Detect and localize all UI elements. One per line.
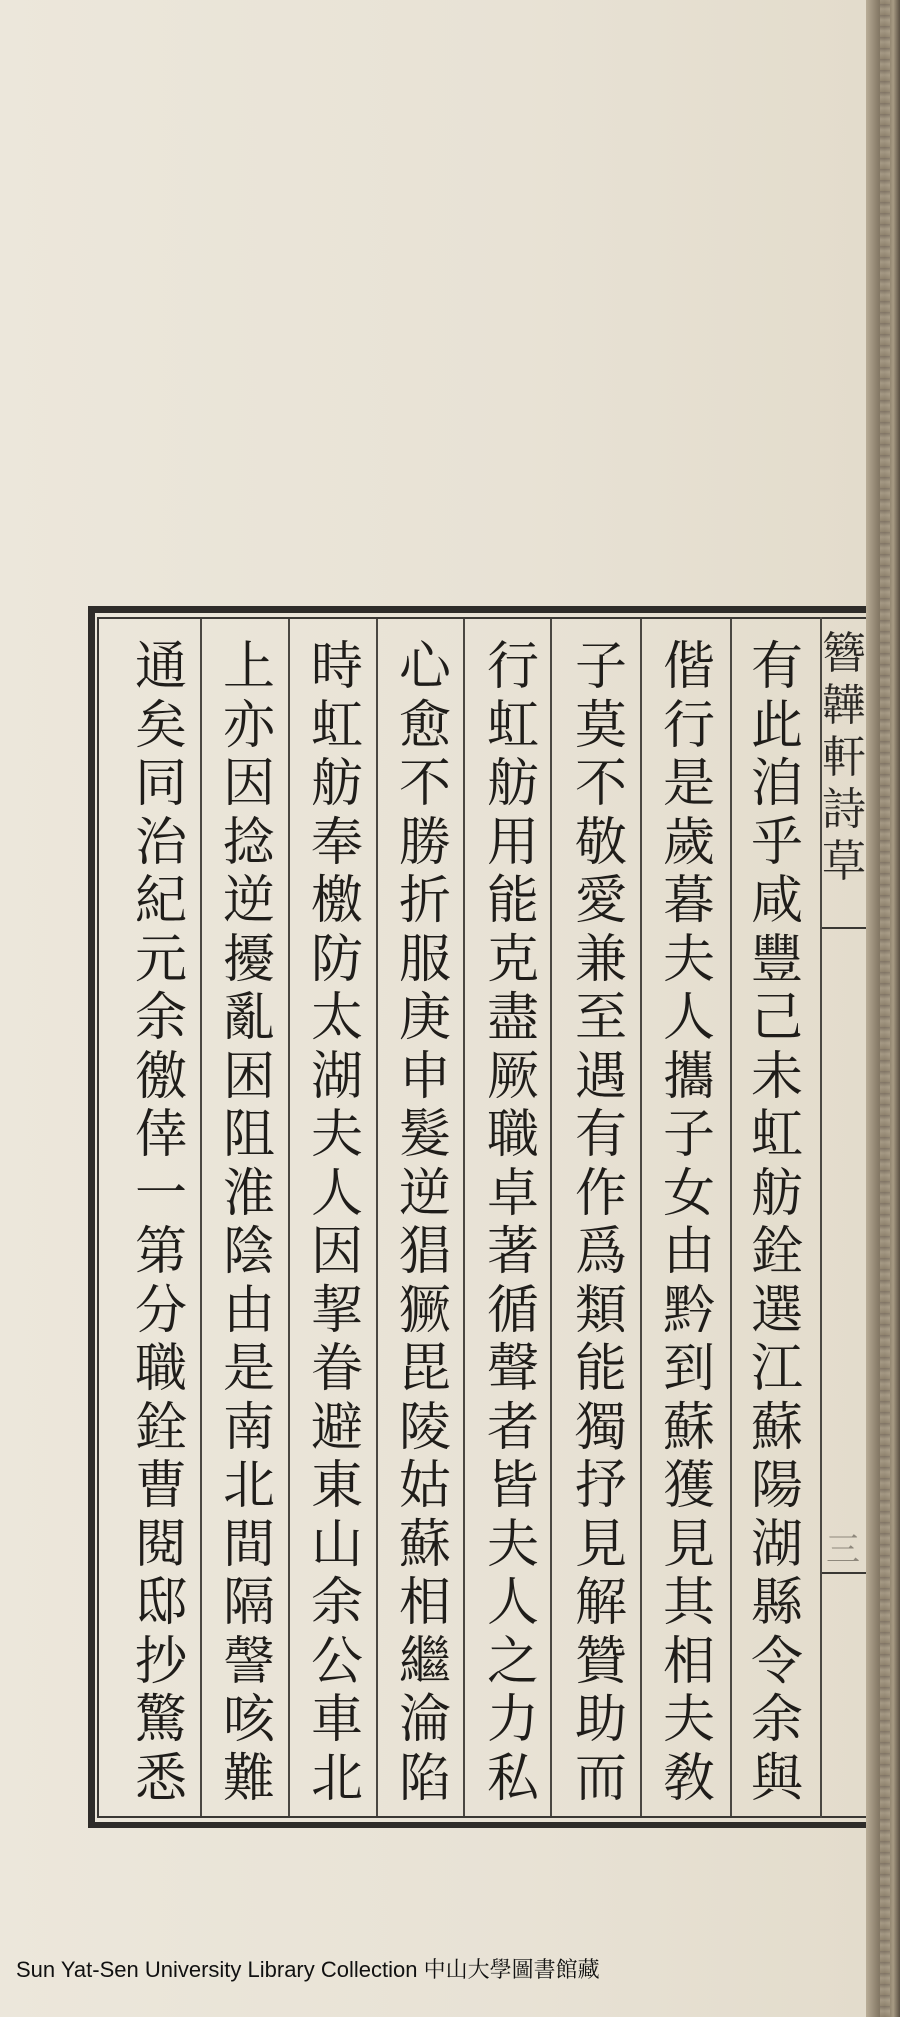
character: 此 bbox=[750, 695, 803, 756]
column-rule bbox=[288, 619, 290, 1816]
character: 檄 bbox=[310, 871, 363, 931]
character: 曹 bbox=[134, 1456, 187, 1516]
character: 不 bbox=[398, 754, 451, 814]
character: 人 bbox=[310, 1163, 363, 1224]
character: 因 bbox=[310, 1222, 363, 1282]
character: 紀 bbox=[134, 871, 187, 931]
character: 通 bbox=[134, 637, 187, 697]
character: 歲 bbox=[662, 812, 715, 873]
character: 困 bbox=[222, 1046, 275, 1107]
margin-character: 詩 bbox=[822, 784, 866, 835]
character: 行 bbox=[486, 637, 539, 697]
character: 莫 bbox=[574, 695, 627, 756]
margin-title bbox=[822, 628, 866, 888]
character: 繼 bbox=[398, 1631, 451, 1692]
character: 人 bbox=[486, 1573, 539, 1633]
character: 時 bbox=[310, 637, 363, 697]
character: 舫 bbox=[750, 1163, 803, 1224]
character: 遇 bbox=[574, 1046, 627, 1107]
character: 職 bbox=[486, 1105, 539, 1165]
character: 勝 bbox=[398, 812, 451, 873]
character: 悉 bbox=[134, 1748, 187, 1809]
character: 太 bbox=[310, 988, 363, 1048]
character: 謦 bbox=[222, 1631, 275, 1692]
character: 是 bbox=[222, 1339, 275, 1399]
character: 贊 bbox=[574, 1631, 627, 1692]
text-column-5 bbox=[390, 638, 460, 1808]
character: 克 bbox=[486, 929, 539, 990]
character: 阻 bbox=[222, 1105, 275, 1165]
character: 淪 bbox=[398, 1690, 451, 1750]
column-rule bbox=[730, 619, 732, 1816]
character: 由 bbox=[662, 1222, 715, 1282]
character: 服 bbox=[398, 929, 451, 990]
character: 山 bbox=[310, 1514, 363, 1575]
character: 眷 bbox=[310, 1339, 363, 1399]
character: 一 bbox=[134, 1163, 187, 1224]
character: 有 bbox=[750, 637, 803, 697]
character: 舫 bbox=[310, 754, 363, 814]
character: 折 bbox=[398, 871, 451, 931]
character: 分 bbox=[134, 1280, 187, 1341]
character: 淮 bbox=[222, 1163, 275, 1224]
character: 見 bbox=[574, 1514, 627, 1575]
character: 心 bbox=[398, 637, 451, 697]
character: 虹 bbox=[486, 695, 539, 756]
character: 至 bbox=[574, 988, 627, 1048]
character: 盡 bbox=[486, 988, 539, 1048]
character: 挈 bbox=[310, 1280, 363, 1341]
character: 行 bbox=[662, 695, 715, 756]
text-column-4 bbox=[478, 638, 548, 1808]
margin-divider bbox=[822, 927, 866, 929]
character: 是 bbox=[662, 754, 715, 814]
character: 車 bbox=[310, 1690, 363, 1750]
character: 愛 bbox=[574, 871, 627, 931]
character: 子 bbox=[574, 637, 627, 697]
character: 解 bbox=[574, 1573, 627, 1633]
character: 著 bbox=[486, 1222, 539, 1282]
character: 子 bbox=[662, 1105, 715, 1165]
character: 攜 bbox=[662, 1046, 715, 1107]
character: 不 bbox=[574, 754, 627, 814]
character: 陽 bbox=[750, 1456, 803, 1516]
character: 暮 bbox=[662, 871, 715, 931]
character: 避 bbox=[310, 1397, 363, 1458]
character: 夫 bbox=[662, 1690, 715, 1750]
character: 愈 bbox=[398, 695, 451, 756]
character: 能 bbox=[486, 871, 539, 931]
column-rule bbox=[376, 619, 378, 1816]
character: 偕 bbox=[662, 637, 715, 697]
character: 蘇 bbox=[750, 1397, 803, 1458]
character: 湖 bbox=[750, 1514, 803, 1575]
character: 己 bbox=[750, 988, 803, 1048]
character: 奉 bbox=[310, 812, 363, 873]
character: 亂 bbox=[222, 988, 275, 1048]
text-column-3 bbox=[566, 638, 636, 1808]
character: 陵 bbox=[398, 1397, 451, 1458]
character: 其 bbox=[662, 1573, 715, 1633]
character: 逆 bbox=[398, 1163, 451, 1224]
character: 余 bbox=[750, 1690, 803, 1750]
character: 陰 bbox=[222, 1222, 275, 1282]
character: 獗 bbox=[398, 1280, 451, 1341]
character: 猖 bbox=[398, 1222, 451, 1282]
character: 銓 bbox=[134, 1397, 187, 1458]
character: 縣 bbox=[750, 1573, 803, 1633]
character: 力 bbox=[486, 1690, 539, 1750]
character: 髮 bbox=[398, 1105, 451, 1165]
character: 防 bbox=[310, 929, 363, 990]
character: 由 bbox=[222, 1280, 275, 1341]
character: 者 bbox=[486, 1397, 539, 1458]
column-rule bbox=[550, 619, 552, 1816]
character: 選 bbox=[750, 1280, 803, 1341]
character: 蘇 bbox=[398, 1514, 451, 1575]
character: 豐 bbox=[750, 929, 803, 990]
character: 聲 bbox=[486, 1339, 539, 1399]
character: 北 bbox=[222, 1456, 275, 1516]
character: 循 bbox=[486, 1280, 539, 1341]
character: 卓 bbox=[486, 1163, 539, 1224]
character: 南 bbox=[222, 1397, 275, 1458]
library-credit: Sun Yat-Sen University Library Collection 中山大學圖書館藏 bbox=[16, 1957, 600, 1982]
character: 未 bbox=[750, 1046, 803, 1107]
character: 同 bbox=[134, 754, 187, 814]
character: 倖 bbox=[134, 1105, 187, 1165]
character: 邸 bbox=[134, 1573, 187, 1633]
character: 元 bbox=[134, 929, 187, 990]
character: 上 bbox=[222, 637, 275, 697]
margin-character: 韡 bbox=[822, 680, 866, 731]
text-column-6 bbox=[302, 638, 372, 1808]
character: 人 bbox=[662, 988, 715, 1048]
character: 敎 bbox=[662, 1748, 715, 1809]
character: 咸 bbox=[750, 871, 803, 931]
character: 咳 bbox=[222, 1690, 275, 1750]
character: 余 bbox=[134, 988, 187, 1048]
character: 與 bbox=[750, 1748, 803, 1809]
text-column-1 bbox=[742, 638, 812, 1808]
character: 職 bbox=[134, 1339, 187, 1399]
text-column-7 bbox=[214, 638, 284, 1808]
character: 夫 bbox=[662, 929, 715, 990]
character: 而 bbox=[574, 1748, 627, 1809]
character: 虹 bbox=[750, 1105, 803, 1165]
column-rule bbox=[200, 619, 202, 1816]
character: 矣 bbox=[134, 695, 187, 756]
character: 私 bbox=[486, 1748, 539, 1809]
character: 乎 bbox=[750, 812, 803, 873]
margin-character: 軒 bbox=[822, 732, 866, 783]
column-rule bbox=[463, 619, 465, 1816]
character: 見 bbox=[662, 1514, 715, 1575]
character: 亦 bbox=[222, 695, 275, 756]
character: 捻 bbox=[222, 812, 275, 873]
character: 隔 bbox=[222, 1573, 275, 1633]
character: 姑 bbox=[398, 1456, 451, 1516]
character: 閱 bbox=[134, 1514, 187, 1575]
character: 助 bbox=[574, 1690, 627, 1750]
text-column-2 bbox=[654, 638, 724, 1808]
character: 余 bbox=[310, 1573, 363, 1633]
character: 逆 bbox=[222, 871, 275, 931]
column-rule bbox=[640, 619, 642, 1816]
character: 東 bbox=[310, 1456, 363, 1516]
character: 皆 bbox=[486, 1456, 539, 1516]
character: 間 bbox=[222, 1514, 275, 1575]
character: 銓 bbox=[750, 1222, 803, 1282]
character: 作 bbox=[574, 1163, 627, 1224]
character: 庚 bbox=[398, 988, 451, 1048]
character: 夫 bbox=[310, 1105, 363, 1165]
character: 有 bbox=[574, 1105, 627, 1165]
character: 到 bbox=[662, 1339, 715, 1399]
character: 抄 bbox=[134, 1631, 187, 1692]
character: 毘 bbox=[398, 1339, 451, 1399]
margin-page-number: 三 bbox=[826, 1530, 860, 1570]
character: 擾 bbox=[222, 929, 275, 990]
margin-divider bbox=[822, 1572, 866, 1574]
character: 敬 bbox=[574, 812, 627, 873]
character: 湖 bbox=[310, 1046, 363, 1107]
character: 類 bbox=[574, 1280, 627, 1341]
character: 之 bbox=[486, 1631, 539, 1692]
character: 驚 bbox=[134, 1690, 187, 1750]
character: 徼 bbox=[134, 1046, 187, 1107]
character: 相 bbox=[398, 1573, 451, 1633]
character: 虹 bbox=[310, 695, 363, 756]
character: 舫 bbox=[486, 754, 539, 814]
character: 洎 bbox=[750, 754, 803, 814]
character: 厥 bbox=[486, 1046, 539, 1107]
margin-character: 簪 bbox=[822, 628, 866, 679]
character: 抒 bbox=[574, 1456, 627, 1516]
character: 令 bbox=[750, 1631, 803, 1692]
character: 治 bbox=[134, 812, 187, 873]
text-column-8 bbox=[126, 638, 196, 1808]
character: 能 bbox=[574, 1339, 627, 1399]
character: 用 bbox=[486, 812, 539, 873]
character: 女 bbox=[662, 1163, 715, 1224]
character: 第 bbox=[134, 1222, 187, 1282]
character: 申 bbox=[398, 1046, 451, 1107]
character: 難 bbox=[222, 1748, 275, 1809]
character: 兼 bbox=[574, 929, 627, 990]
character: 黔 bbox=[662, 1280, 715, 1341]
page-edges bbox=[880, 0, 890, 2017]
character: 陷 bbox=[398, 1748, 451, 1809]
character: 獲 bbox=[662, 1456, 715, 1516]
character: 爲 bbox=[574, 1222, 627, 1282]
character: 相 bbox=[662, 1631, 715, 1692]
character: 因 bbox=[222, 754, 275, 814]
character: 獨 bbox=[574, 1397, 627, 1458]
character: 北 bbox=[310, 1748, 363, 1809]
character: 蘇 bbox=[662, 1397, 715, 1458]
margin-character: 草 bbox=[822, 836, 866, 887]
character: 公 bbox=[310, 1631, 363, 1692]
character: 夫 bbox=[486, 1514, 539, 1575]
character: 江 bbox=[750, 1339, 803, 1399]
